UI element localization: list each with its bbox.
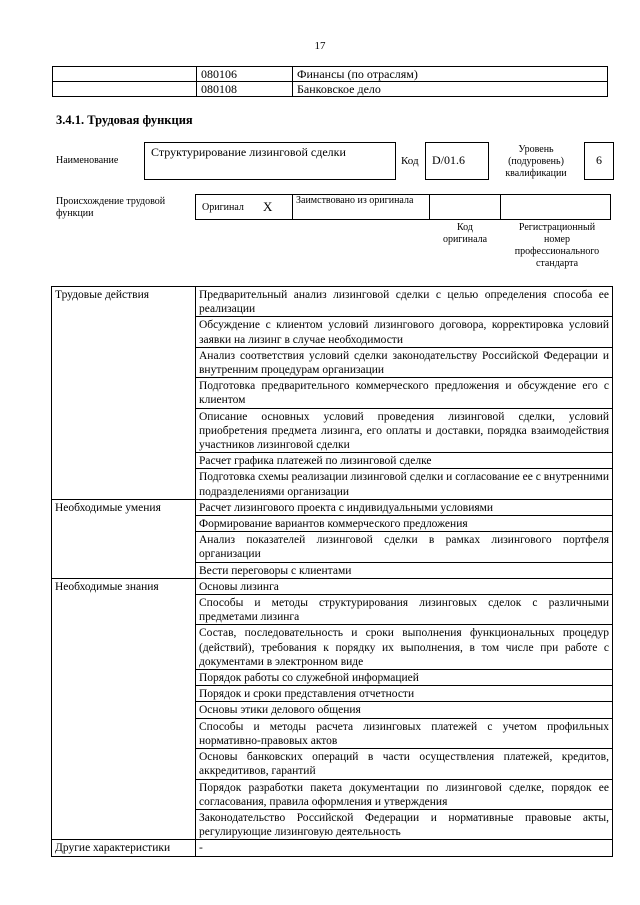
labor-function-table <box>51 286 613 857</box>
category-actions: Трудовые действия <box>52 287 196 500</box>
knowledge-item: Законодательство Российской Федерации и нормативные правовые акты, регулирующие лизинговую деятельность <box>196 809 613 839</box>
action-item: Описание основных условий проведения лизинговой сделки, условий приобретения предмета лизинга, его оплаты и доставки, порядка взаимодействия участников лизинговой сделки <box>196 408 613 453</box>
code-label: Код <box>401 155 419 167</box>
section-heading: 3.4.1. Трудовая функция <box>56 113 193 127</box>
specialty-name: Банковское дело <box>293 82 608 97</box>
action-item: Расчет графика платежей по лизинговой сделке <box>196 453 613 469</box>
function-name-box <box>144 142 396 180</box>
category-skills: Необходимые умения <box>52 499 196 578</box>
skill-item: Расчет лизингового проекта с индивидуальными условиями <box>196 499 613 515</box>
table-row <box>52 578 613 594</box>
empty-cell <box>53 67 197 82</box>
table-row <box>53 67 608 82</box>
function-code-value: D/01.6 <box>432 153 465 167</box>
level-value: 6 <box>596 153 602 167</box>
original-label: Оригинал <box>202 202 244 213</box>
action-item: Предварительный анализ лизинговой сделки с целью определения способа ее реализации <box>196 287 613 317</box>
level-label: Уровень (подуровень) квалификации <box>505 144 567 179</box>
knowledge-item: Порядок работы со служебной информацией <box>196 670 613 686</box>
other-value: - <box>196 840 613 856</box>
skill-item: Вести переговоры с клиентами <box>196 562 613 578</box>
table-row <box>52 840 613 856</box>
skill-item: Формирование вариантов коммерческого предложения <box>196 516 613 532</box>
knowledge-item: Состав, последовательность и сроки выполнения функциональных процедур (действий), требования к порядку их выполнения, в том числе при работе с документами в электронном виде <box>196 625 613 670</box>
origin-label: Происхождение трудовой функции <box>56 196 166 219</box>
action-item: Подготовка предварительного коммерческого предложения и обсуждение его с клиентом <box>196 378 613 408</box>
knowledge-item: Способы и методы расчета лизинговых платежей с учетом профильных нормативно-правовых актов <box>196 718 613 748</box>
table-row <box>52 499 613 515</box>
level-box <box>584 142 614 180</box>
category-knowledge: Необходимые знания <box>52 578 196 839</box>
function-code-box <box>425 142 489 180</box>
specialty-codes-table <box>52 66 608 97</box>
specialty-code: 080108 <box>197 82 293 97</box>
borrowed-label: Заимствовано из оригинала <box>296 195 414 206</box>
knowledge-item: Основы лизинга <box>196 578 613 594</box>
empty-cell <box>53 82 197 97</box>
action-item: Анализ соответствия условий сделки законодательству Российской Федерации и внутренним процедурам организации <box>196 347 613 377</box>
skill-item: Анализ показателей лизинговой сделки в рамках лизингового портфеля организации <box>196 532 613 562</box>
reg-number-label: Регистрационный номер профессионального стандарта <box>514 222 600 269</box>
divider <box>429 195 430 219</box>
action-item: Подготовка схемы реализации лизинговой сделки и согласование ее с внутренними подразделениями организации <box>196 469 613 499</box>
knowledge-item: Способы и методы структурирования лизинговых сделок с различными предметами лизинга <box>196 595 613 625</box>
table-row <box>53 82 608 97</box>
name-label: Наименование <box>56 155 119 166</box>
knowledge-item: Основы банковских операций в части осуществления платежей, кредитов, аккредитивов, гарантий <box>196 749 613 779</box>
original-mark: X <box>263 199 273 214</box>
action-item: Обсуждение с клиентом условий лизингового договора, корректировка условий заявки на лизинг в случае необходимости <box>196 317 613 347</box>
page-number: 17 <box>314 40 326 52</box>
code-original-label: Код оригинала <box>442 222 488 245</box>
table-row <box>52 287 613 317</box>
specialty-name: Финансы (по отраслям) <box>293 67 608 82</box>
function-name-value: Структурирование лизинговой сделки <box>151 145 346 159</box>
specialty-code: 080106 <box>197 67 293 82</box>
knowledge-item: Порядок разработки пакета документации по лизинговой сделке, порядок ее согласования, правила оформления и утверждения <box>196 779 613 809</box>
divider <box>500 195 501 219</box>
knowledge-item: Порядок и сроки представления отчетности <box>196 686 613 702</box>
divider <box>292 195 293 219</box>
knowledge-item: Основы этики делового общения <box>196 702 613 718</box>
origin-box <box>195 194 611 220</box>
category-other: Другие характеристики <box>52 840 196 856</box>
